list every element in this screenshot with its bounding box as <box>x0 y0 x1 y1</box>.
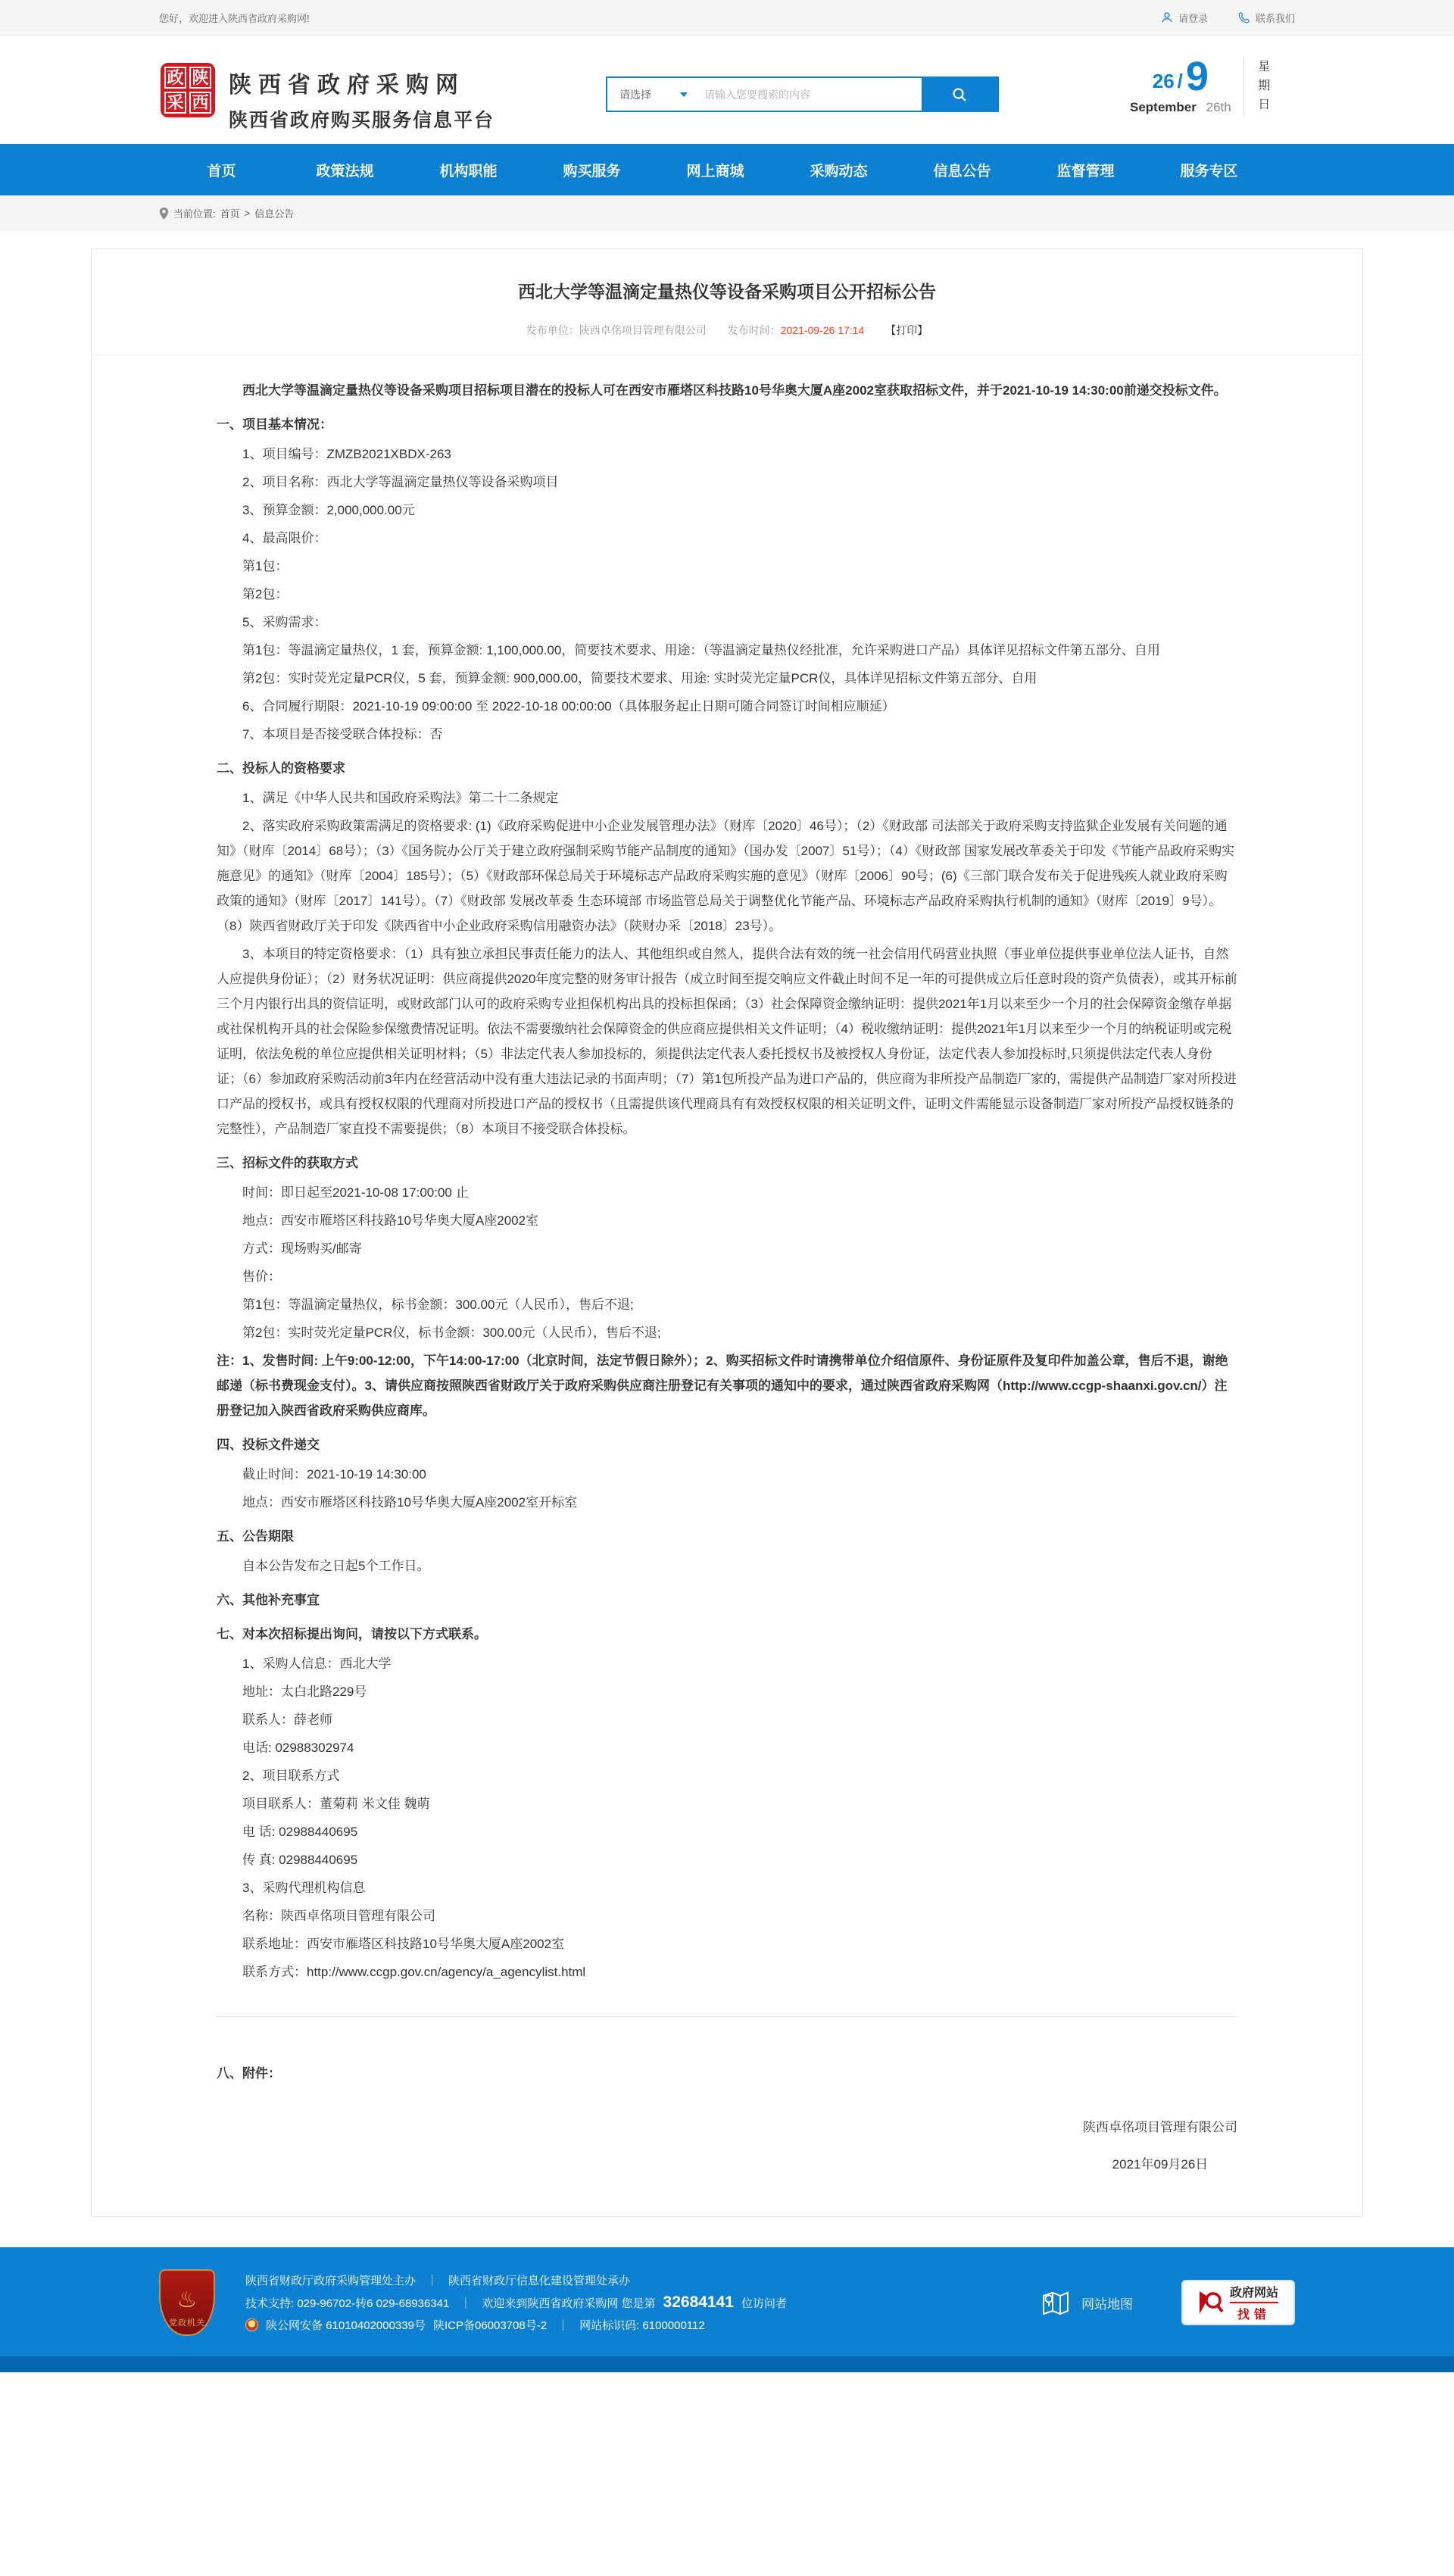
nav-item-4[interactable]: 网上商城 <box>686 163 744 180</box>
contact-link[interactable] <box>1238 11 1295 25</box>
footer-line-1: 陕西省财政厅政府采购管理处主办 ｜ 陕西省财政厅信息化建设管理处承办 <box>245 2272 787 2288</box>
article-paragraph: 联系地址：西安市雁塔区科技路10号华奥大厦A座2002室 <box>242 1937 565 1951</box>
article-paragraph: 3、采购代理机构信息 <box>242 1881 366 1895</box>
gov-badge-label: 党政机关 <box>169 2318 205 2328</box>
date-month: 9 <box>1185 54 1209 99</box>
article-paragraph: 地点：西安市雁塔区科技路10号华奥大厦A座2002室 <box>242 1213 539 1228</box>
date-month-en: September <box>1130 99 1197 114</box>
article-paragraph: 2、项目联系方式 <box>242 1769 340 1783</box>
phone-icon <box>1238 11 1250 23</box>
breadcrumb-label: 当前位置: <box>173 208 216 220</box>
login-link[interactable] <box>1161 11 1208 25</box>
section-heading: 五、公告期限 <box>217 1529 294 1544</box>
search-icon <box>951 86 968 103</box>
site-logo <box>161 63 215 117</box>
section-heading: 八、附件： <box>217 2066 281 2081</box>
article-paragraph: 1、采购人信息：西北大学 <box>242 1656 392 1671</box>
breadcrumb-sep: > <box>244 208 251 219</box>
article-paragraph: 自本公告发布之日起5个工作日。 <box>242 1559 430 1573</box>
publish-time-value: 2021-09-26 17:14 <box>780 324 865 336</box>
article-paragraph: 2、落实政府采购政策需满足的资格要求: (1)《政府采购促进中小企业发展管理办法》（财库〔2020〕46号）；（2）《财政部 司法部关于政府采购支持监狱企业发展有关问题的通知》（财库〔2014〕68号）；（3）《国务院办公厅关于建立政府强制采购节能产品制度的通知》（国办发〔2007〕51号）；（4）《财政部 国家发展改革委关于印发《节能产品政府采购实施意见》的通知》（财库〔2004〕185号）；（5）《财政部环保总局关于环境标志产品政府采购实施的意见》（财库〔2006〕90号；(6)《三部门联合发布关于促进残疾人就业政府采购政策的通知》（财库〔2017〕141号）。（7）《财政部 发展改革委 生态环境部 市场监管总局关于调整优化节能产品、环境标志产品政府采购执行机制的通知》（财库〔2019〕9号）。（8）陕西省财政厅关于印发《陕西省中小企业政府采购信用融资办法》（陕财办采〔2018〕23号）。 <box>217 819 1235 933</box>
nav-item-1[interactable]: 政策法规 <box>316 163 374 180</box>
top-bar <box>0 0 1454 36</box>
footer-line-2: 技术支持: 029-96702-转6 029-68936341 ｜ 欢迎来到陕西省政府采购网 您是第 32684141 位访问者 <box>245 2293 787 2311</box>
section-heading: 七、对本次招标提出询问，请按以下方式联系。 <box>217 1627 487 1641</box>
publish-time-label: 发布时间： <box>727 324 781 336</box>
print-button[interactable]: 【打印】 <box>885 324 928 336</box>
main-content <box>0 231 1454 2247</box>
article-paragraph: 6、合同履行期限：2021-10-19 09:00:00 至 2022-10-18 00:00:00（具体服务起止日期可随合同签订时间相应顺延） <box>242 699 895 713</box>
logo-char: 政 <box>164 67 186 89</box>
article-paragraph: 3、本项目的特定资格要求：（1）具有独立承担民事责任能力的法人、其他组织或自然人，提供合法有效的统一社会信用代码营业执照（事业单位提供事业单位法人证书，自然人应提供身份证）；（2）财务状况证明：供应商提供2020年度完整的财务审计报告（成立时间至提交响应文件截止时间不足一年的可提供成立后任意时段的资产负债表），或其开标前三个月内银行出具的资信证明，或财政部门认可的政府采购专业担保机构出具的投标担保函；（3）社会保障资金缴纳证明：提供2021年1月以来至少一个月的社会保障资金缴存单据或社保机构开具的社会保险参保缴费情况证明。依法不需要缴纳社会保障资金的供应商应提供相关文件证明；（4）税收缴纳证明：提供2021年1月以来至少一个月的纳税证明或完税证明，依法免税的单位应提供相关证明材料；（5）非法定代表人参加投标的，须提供法定代表人委托授权书及被授权人身份证，法定代表人参加投标时,只须提供法定代表人身份证；（6）参加政府采购活动前3年内在经营活动中没有重大违法记录的书面声明；（7）第1包所投产品为进口产品的，供应商为非所投产品制造厂家的，需提供产品制造厂家对所投进口产品的授权书，或具有授权权限的代理商对所投进口产品的授权书（且需提供该代理商具有有效授权权限的相关证明文件，证明文件需能显示设备制造厂家对所投产品授权链条的完整性），产品制造厂家直投不需要提供；（8）本项目不接受联合体投标。 <box>217 947 1237 1136</box>
date-day-ordinal: 26th <box>1206 99 1231 114</box>
bottom-strip <box>0 2356 1454 2372</box>
welcome-text: 您好，欢迎进入陕西省政府采购网! <box>159 12 310 24</box>
article-paragraph: 地点：西安市雁塔区科技路10号华奥大厦A座2002室开标室 <box>242 1495 578 1510</box>
main-nav-bar <box>0 144 1454 195</box>
search-button[interactable] <box>922 78 997 111</box>
article-paragraph: 7、本项目是否接受联合体投标：否 <box>242 727 443 742</box>
article-paragraph: 第2包：实时荧光定量PCR仪，标书金额：300.00元（人民币），售后不退; <box>242 1325 661 1340</box>
search-input[interactable] <box>697 78 922 111</box>
signature-company: 陕西卓佲项目管理有限公司 <box>1083 2120 1237 2134</box>
article-paragraph: 联系人：薛老师 <box>242 1713 332 1727</box>
user-icon <box>1161 11 1173 23</box>
signature-block <box>92 2116 1362 2216</box>
footer-beian[interactable]: 陕公网安备 61010402000339号 <box>266 2319 426 2332</box>
contact-label: 联系我们 <box>1255 12 1295 24</box>
footer-tech-support: 技术支持: 029-96702-转6 029-68936341 <box>245 2297 450 2310</box>
article-paragraph: 第2包：实时荧光定量PCR仪，5 套，预算金额: 900,000.00，简要技术要求、用途: 实时荧光定量PCR仪，具体详见招标文件第五部分、自用 <box>242 671 1037 685</box>
article-paragraph: 4、最高限价： <box>242 531 327 545</box>
footer-visitor-suffix: 位访问者 <box>741 2297 787 2310</box>
footer-icp[interactable]: 陕ICP备06003708号-2 <box>432 2319 548 2332</box>
error-magnifier-icon <box>1198 2288 1224 2317</box>
article-paragraph: 西北大学等温滴定量热仪等设备采购项目招标项目潜在的投标人可在西安市雁塔区科技路10号华奥大厦A座2002室获取招标文件，并于2021-10-19 14:30:00前递交投标文件。 <box>242 383 1227 398</box>
article-paragraph: 第1包：等温滴定量热仪，标书金额：300.00元（人民币），售后不退; <box>242 1297 634 1312</box>
nav-item-7[interactable]: 监督管理 <box>1056 163 1115 180</box>
nav-item-2[interactable]: 机构职能 <box>439 163 498 180</box>
chevron-down-icon <box>680 92 688 97</box>
breadcrumb-bar <box>0 195 1454 231</box>
dotted-divider <box>217 2016 1237 2017</box>
footer <box>0 2247 1454 2356</box>
section-heading: 六、其他补充事宜 <box>217 1593 320 1607</box>
find-error-top-label: 政府网站 <box>1230 2283 1278 2303</box>
article-paragraph: 传 真: 02988440695 <box>242 1853 358 1867</box>
article-paragraph: 截止时间：2021-10-19 14:30:00 <box>242 1467 426 1482</box>
article-paragraph: 电 话: 02988440695 <box>242 1825 358 1839</box>
location-pin-icon <box>159 208 169 220</box>
article-paragraph: 项目联系人：董菊莉 米文佳 魏萌 <box>242 1797 430 1811</box>
article-paragraph: 注：1、发售时间: 上午9:00-12:00，下午14:00-17:00（北京时间，法定节假日除外）；2、购买招标文件时请携带单位介绍信原件、身份证原件及复印件加盖公章，售后不退，谢绝邮递（标书费现金支付）。3、请供应商按照陕西省财政厅关于政府采购供应商注册登记有关事项的通知中的要求，通过陕西省政府采购网（http://www.ccgp-shaanxi.gov.cn/）注册登记加入陕西省政府采购供应商库。 <box>217 1354 1228 1418</box>
logo-char: 陕 <box>189 67 211 89</box>
publish-time <box>728 323 865 338</box>
police-badge-icon <box>245 2318 258 2331</box>
article-paragraph: 方式：现场购买/邮寄 <box>242 1241 362 1256</box>
date-widget <box>1130 54 1269 117</box>
nav-item-6[interactable]: 信息公告 <box>933 163 991 180</box>
article-paragraph: 地址：太白北路229号 <box>242 1685 367 1699</box>
breadcrumb-home[interactable]: 首页 <box>220 208 240 220</box>
article-paragraph: 电话: 02988302974 <box>242 1741 354 1755</box>
page-title: 西北大学等温滴定量热仪等设备采购项目公开招标公告 <box>518 282 936 301</box>
section-heading: 三、招标文件的获取方式 <box>217 1156 358 1170</box>
article-paragraph: 1、项目编号：ZMZB2021XBDX-263 <box>242 447 451 461</box>
footer-welcome: 欢迎来到陕西省政府采购网 您是第 <box>482 2297 656 2310</box>
section-heading: 二、投标人的资格要求 <box>217 761 345 776</box>
visitor-count: 32684141 <box>663 2293 734 2311</box>
article-paragraph: 1、满足《中华人民共和国政府采购法》第二十二条规定 <box>242 791 559 805</box>
sitemap-link[interactable] <box>1037 2285 1133 2320</box>
article-paragraph: 2、项目名称：西北大学等温滴定量热仪等设备采购项目 <box>242 475 559 489</box>
torch-glyph: ♨ <box>176 2287 198 2312</box>
date-day: 26 <box>1152 69 1175 92</box>
nav-item-3[interactable]: 购买服务 <box>563 163 621 180</box>
date-weekday: 星期日 <box>1243 58 1268 117</box>
article-paragraph: 名称：陕西卓佲项目管理有限公司 <box>242 1909 435 1923</box>
article-paragraph: 5、采购需求： <box>242 615 327 629</box>
site-subtitle: 陕西省政府购买服务信息平台 <box>229 110 495 131</box>
nav-item-5[interactable]: 采购动态 <box>810 163 868 180</box>
sitemap-label: 网站地图 <box>1081 2297 1133 2312</box>
login-label: 请登录 <box>1178 12 1208 24</box>
article-meta <box>217 323 1237 338</box>
breadcrumb <box>159 195 1295 231</box>
signature-date: 2021年09月26日 <box>1112 2157 1209 2172</box>
site-title: 陕西省政府采购网 <box>229 73 465 98</box>
article-paragraph: 第2包： <box>242 587 289 601</box>
sitemap-map-icon <box>1037 2285 1072 2320</box>
footer-line-3: 陕公网安备 61010402000339号 陕ICP备06003708号-2 ｜ 网站标识码: 6100000112 <box>245 2317 787 2333</box>
article-body <box>92 355 1362 2086</box>
article-paragraph: 第1包： <box>242 559 289 573</box>
main-nav <box>91 144 1363 195</box>
breadcrumb-current[interactable]: 信息公告 <box>254 208 295 220</box>
publisher: 发布单位：陕西卓佲项目管理有限公司 <box>526 324 707 336</box>
search-category-select[interactable] <box>607 78 697 111</box>
article-paragraph: 联系方式：http://www.ccgp.gov.cn/agency/a_agencylist.html <box>242 1965 586 1979</box>
footer-organizer: 陕西省财政厅政府采购管理处主办 <box>245 2275 417 2287</box>
find-error-bottom-label: 找错 <box>1237 2309 1271 2322</box>
logo-char: 西 <box>189 92 211 114</box>
section-heading: 四、投标文件递交 <box>217 1438 320 1452</box>
article-paragraph: 时间：即日起至2021-10-08 17:00:00 止 <box>242 1185 469 1200</box>
article-header <box>92 249 1362 355</box>
footer-undertaker: 陕西省财政厅信息化建设管理处承办 <box>448 2275 631 2287</box>
nav-item-0[interactable]: 首页 <box>207 163 236 180</box>
article-paragraph: 3、预算金额：2,000,000.00元 <box>242 503 415 517</box>
logo-char: 采 <box>164 92 186 114</box>
section-heading: 一、项目基本情况： <box>217 417 332 432</box>
search-select-value: 请选择 <box>619 88 651 101</box>
footer-site-code: 网站标识码: 6100000112 <box>579 2319 705 2332</box>
site-header <box>0 36 1454 144</box>
article-paragraph: 售价： <box>242 1269 281 1284</box>
date-separator: / <box>1177 69 1183 92</box>
article-card <box>91 248 1363 2217</box>
gov-agency-badge-icon <box>159 2269 215 2336</box>
nav-item-8[interactable]: 服务专区 <box>1180 163 1238 180</box>
gov-site-error-report-badge[interactable] <box>1181 2280 1295 2325</box>
search-box <box>606 76 999 112</box>
article-paragraph: 第1包：等温滴定量热仪，1 套，预算金额: 1,100,000.00，简要技术要求、用途：（等温滴定量热仪经批准，允许采购进口产品）具体详见招标文件第五部分、自用 <box>242 643 1160 657</box>
